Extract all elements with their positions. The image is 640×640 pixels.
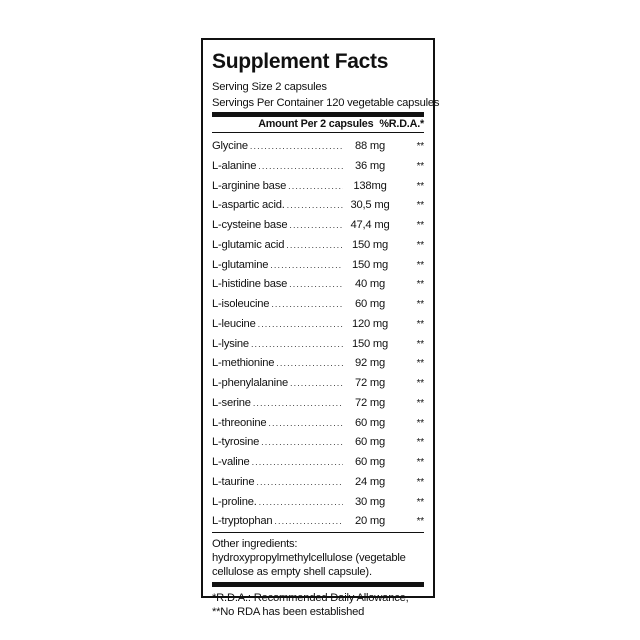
ingredient-rda: **: [416, 457, 424, 468]
ingredient-name: L-aspartic acid.: [212, 199, 285, 212]
ingredient-row: [212, 236, 424, 256]
no-rda-footnote: **No RDA has been established: [212, 606, 365, 618]
ingredient-amount: 47,4 mg: [350, 219, 390, 231]
ingredient-row: [212, 493, 424, 513]
ingredient-rda: **: [416, 200, 424, 212]
ingredient-rda: **: [416, 318, 424, 330]
list-divider: [212, 532, 424, 533]
ingredient-amount: 150 mg: [351, 258, 389, 271]
ingredient-amount: 24 mg: [354, 475, 386, 488]
dot-leader: [258, 315, 343, 335]
other-ingredients: Other ingredients: hydroxypropylmethylcellulose (vegetable cellulose as empty shell capsule).: [212, 538, 406, 578]
ingredient-rda: **: [416, 378, 424, 389]
ingredient-amount: 88 mg: [354, 140, 386, 152]
dot-leader: [290, 374, 343, 394]
ingredient-row: [212, 177, 424, 197]
ingredient-name: L-arginine base: [212, 179, 287, 192]
ingredient-name: L-phenylalanine: [212, 377, 288, 389]
ingredient-rda: **: [416, 239, 424, 251]
ingredient-name: L-histidine base: [212, 278, 288, 291]
dot-leader: [274, 512, 343, 532]
ingredient-row: [212, 216, 424, 236]
dot-leader: [289, 216, 343, 236]
ingredient-amount: 60 mg: [354, 436, 386, 449]
ingredient-amount: 40 mg: [354, 278, 386, 291]
ingredient-amount: 92 mg: [354, 357, 386, 370]
ingredient-rda: **: [416, 279, 424, 291]
ingredient-rda: **: [416, 516, 424, 528]
ingredient-name: L-alanine: [212, 159, 257, 172]
ingredient-row: [212, 414, 424, 434]
ingredient-row: [212, 335, 424, 355]
ingredient-amount: 138mg: [353, 179, 387, 192]
ingredient-row: [212, 512, 424, 532]
ingredient-name: L-threonine: [212, 416, 267, 429]
dot-leader: [259, 493, 343, 513]
dot-leader: [268, 414, 343, 434]
ingredient-amount: 72 mg: [354, 396, 386, 409]
ingredient-row: [212, 295, 424, 315]
ingredient-row: [212, 433, 424, 453]
ingredient-amount: 60 mg: [354, 298, 386, 310]
ingredient-name: L-leucine: [212, 317, 256, 330]
rda-header-label: %R.D.A.*: [379, 118, 424, 130]
dot-leader: [276, 354, 343, 374]
header-divider: [212, 132, 424, 133]
ingredient-rda: **: [416, 299, 424, 310]
dot-leader: [253, 394, 343, 414]
dot-leader: [261, 433, 343, 453]
dot-leader: [271, 295, 343, 315]
ingredient-row: [212, 256, 424, 276]
rda-footnote: *R.D.A.: Recommended Daily Allowance,: [212, 592, 409, 604]
ingredient-name: L-glutamic acid: [212, 238, 285, 251]
ingredient-amount: 20 mg: [354, 515, 386, 528]
ingredient-amount: 150 mg: [351, 337, 389, 350]
ingredient-row: [212, 157, 424, 177]
dot-leader: [287, 196, 343, 216]
ingredient-row: [212, 196, 424, 216]
dot-leader: [256, 473, 343, 493]
notes-divider: [212, 582, 424, 587]
dot-leader: [251, 335, 343, 355]
ingredient-rda: **: [416, 437, 424, 449]
ingredient-list: [212, 137, 424, 532]
ingredient-amount: 60 mg: [354, 416, 386, 429]
ingredient-amount: 30 mg: [354, 495, 386, 508]
supplement-facts-panel: [201, 38, 440, 618]
dot-leader: [270, 256, 343, 276]
ingredient-row: [212, 354, 424, 374]
servings-per-container: Servings Per Container 120 vegetable capsules: [212, 97, 440, 109]
dot-leader: [258, 157, 343, 177]
panel-title: Supplement Facts: [212, 50, 389, 73]
ingredient-amount: 150 mg: [351, 238, 389, 251]
ingredient-amount: 120 mg: [351, 317, 389, 330]
ingredient-rda: **: [416, 259, 424, 271]
ingredient-name: L-lysine: [212, 337, 249, 350]
ingredient-name: L-glutamine: [212, 258, 269, 271]
ingredient-row: [212, 394, 424, 414]
ingredient-name: L-valine: [212, 456, 250, 468]
ingredient-name: L-tyrosine: [212, 436, 260, 449]
ingredient-rda: **: [416, 141, 424, 152]
ingredient-amount: 60 mg: [354, 456, 386, 468]
ingredient-row: [212, 137, 424, 157]
ingredient-row: [212, 275, 424, 295]
ingredient-rda: **: [416, 476, 424, 488]
ingredient-row: [212, 453, 424, 473]
ingredient-name: L-methionine: [212, 357, 275, 370]
dot-leader: [250, 137, 343, 157]
ingredient-row: [212, 374, 424, 394]
ingredient-rda: **: [416, 220, 424, 231]
ingredient-name: L-tryptophan: [212, 515, 273, 528]
ingredient-name: L-cysteine base: [212, 219, 288, 231]
dot-leader: [288, 177, 343, 197]
ingredient-name: L-taurine: [212, 475, 255, 488]
ingredient-rda: **: [416, 417, 424, 429]
ingredient-row: [212, 473, 424, 493]
dot-leader: [286, 236, 343, 256]
ingredient-name: L-proline.: [212, 495, 257, 508]
ingredient-rda: **: [416, 496, 424, 508]
dot-leader: [289, 275, 343, 295]
dot-leader: [252, 453, 343, 473]
ingredient-rda: **: [416, 180, 424, 192]
amount-header-label: Amount Per 2 capsules: [258, 118, 374, 130]
ingredient-row: [212, 315, 424, 335]
ingredient-amount: 30,5 mg: [350, 199, 390, 212]
ingredient-amount: 72 mg: [354, 377, 386, 389]
ingredient-rda: **: [416, 358, 424, 370]
footnotes: [212, 591, 424, 619]
ingredient-name: L-serine: [212, 396, 251, 409]
ingredient-name: L-isoleucine: [212, 298, 270, 310]
ingredient-amount: 36 mg: [354, 159, 386, 172]
ingredient-rda: **: [416, 338, 424, 350]
ingredient-rda: **: [416, 160, 424, 172]
serving-size: Serving Size 2 capsules: [212, 81, 327, 93]
amount-header: [212, 117, 424, 132]
ingredient-rda: **: [416, 397, 424, 409]
ingredient-name: Glycine: [212, 140, 248, 152]
